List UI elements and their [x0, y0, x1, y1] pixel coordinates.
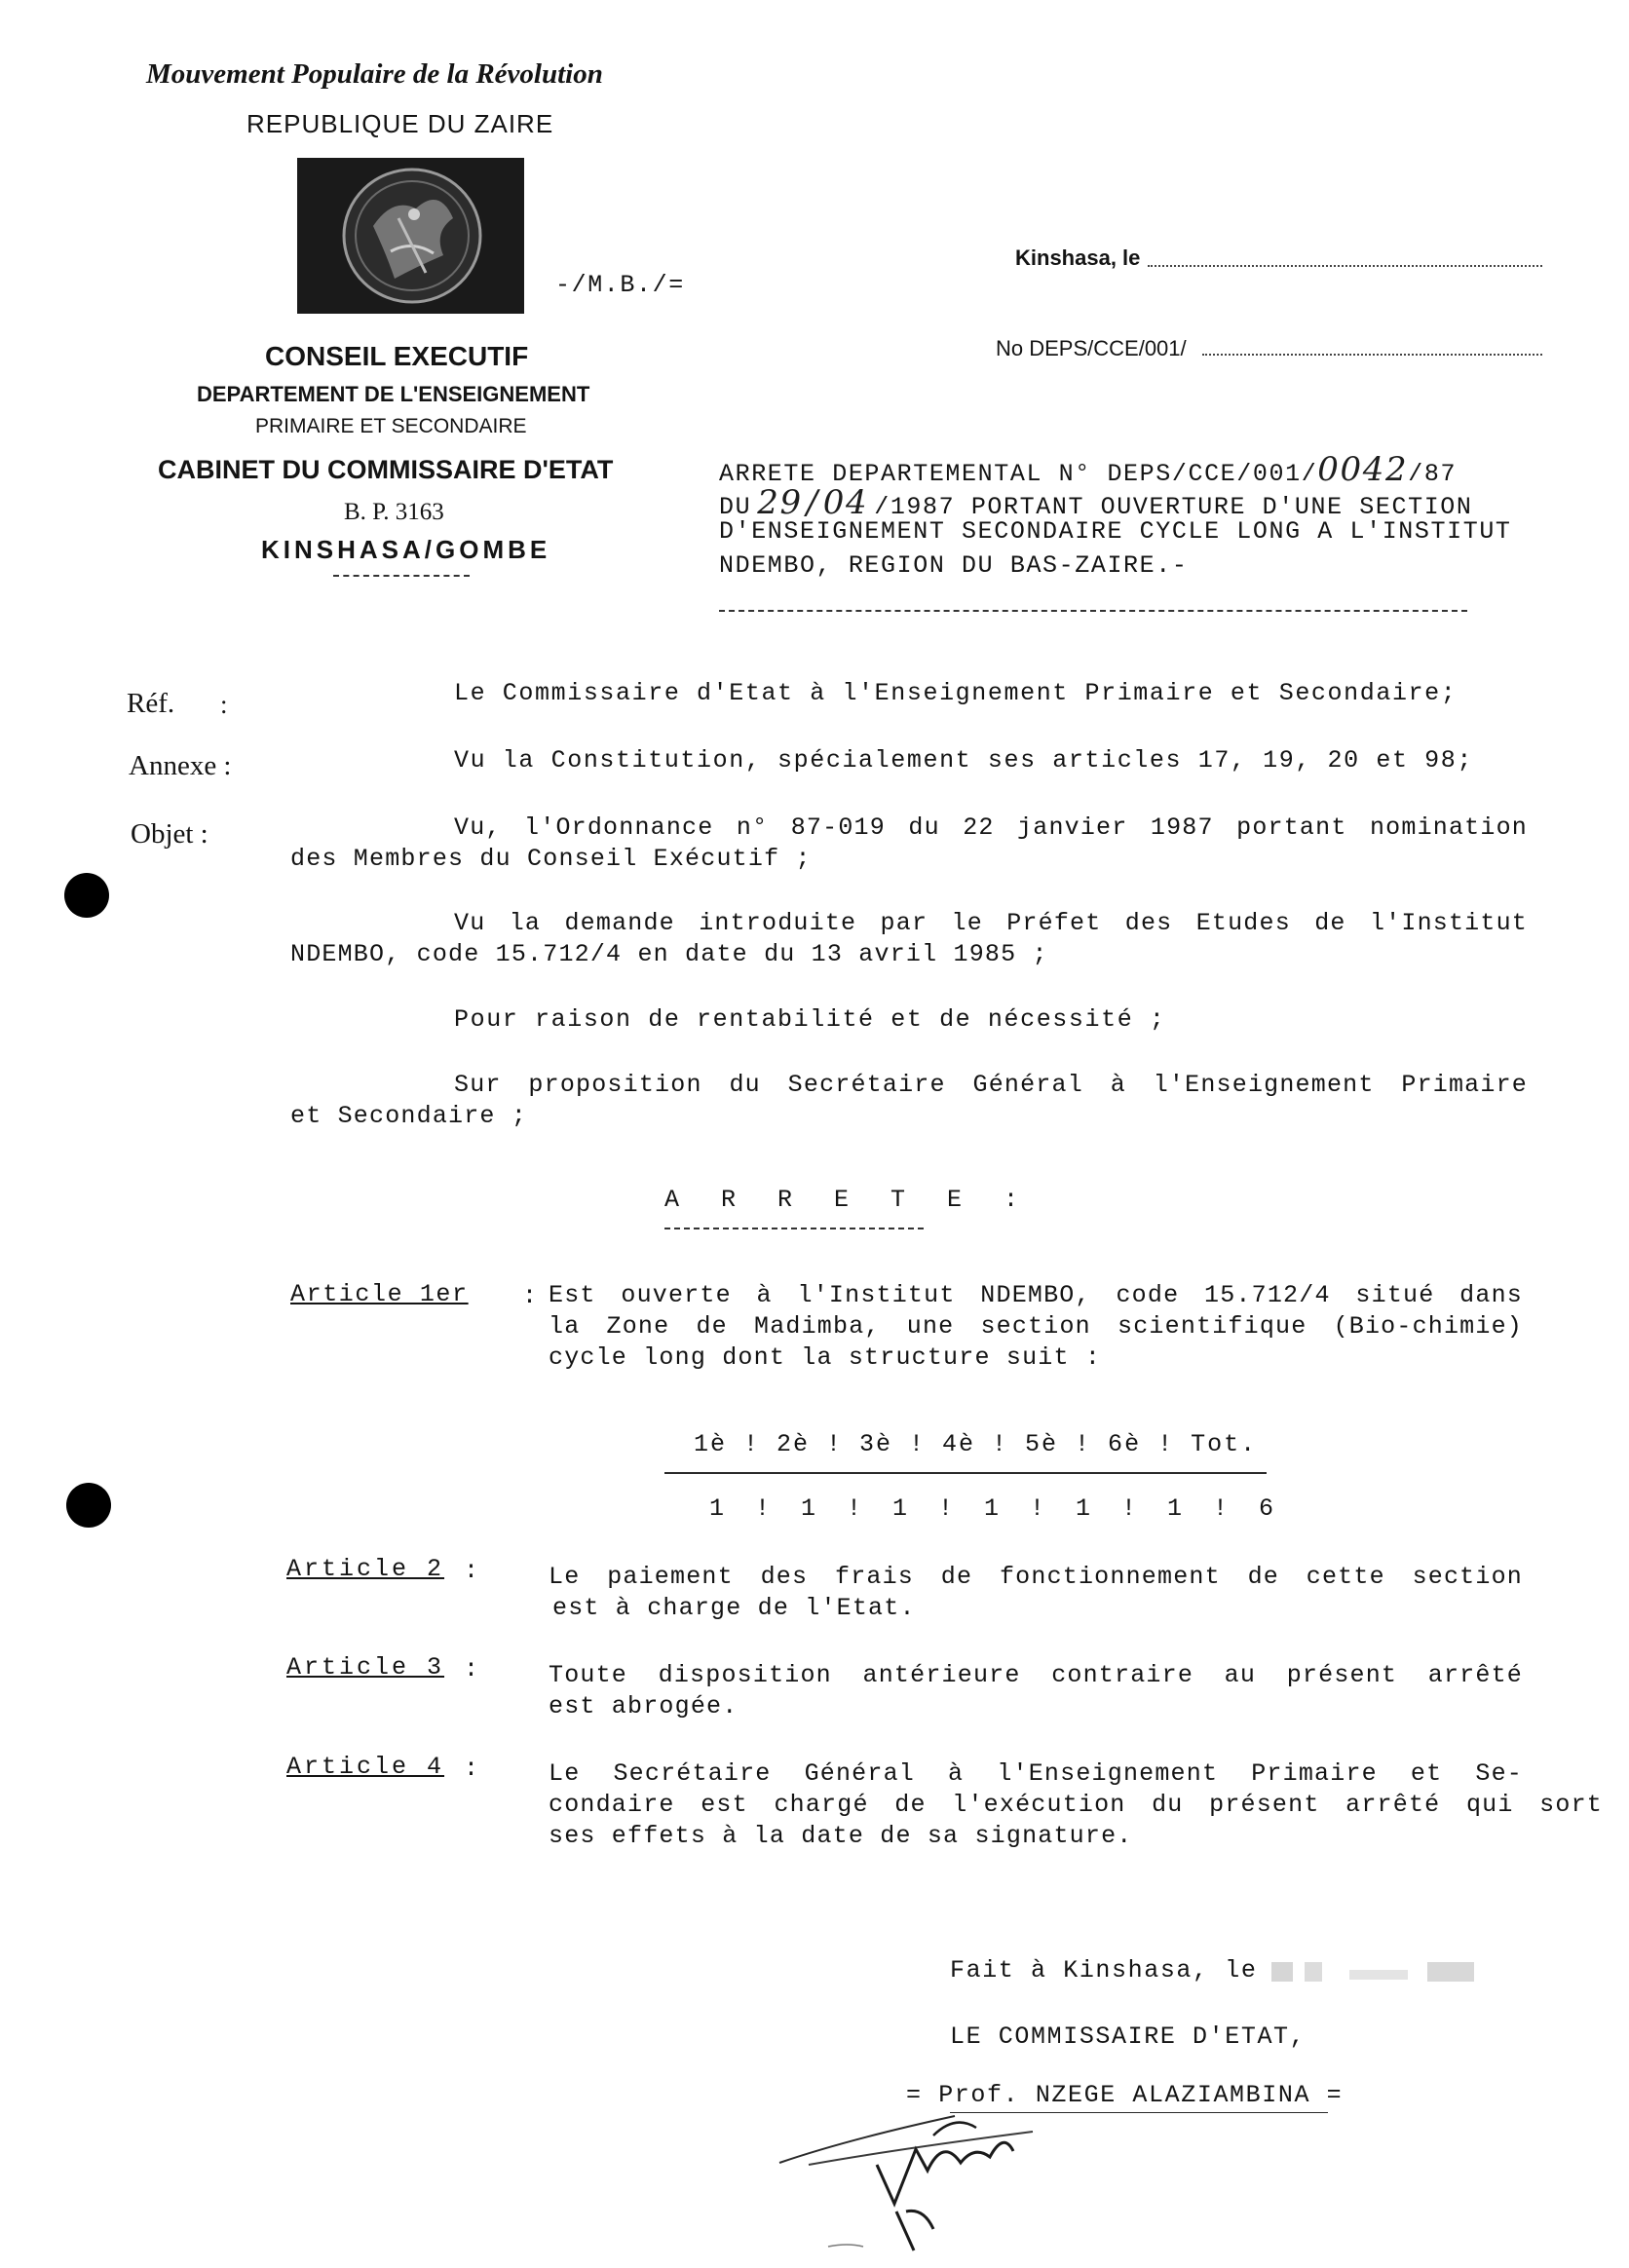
article-3-label: Article 3	[286, 1653, 445, 1682]
ref-colon: :	[220, 690, 228, 719]
title-line-4: NDEMBO, REGION DU BAS-ZAIRE.-	[719, 551, 1189, 580]
article-4-label: Article 4	[286, 1753, 445, 1781]
proposal-line-2: et Secondaire ;	[290, 1102, 528, 1130]
article-1-sep: :	[522, 1282, 539, 1310]
title-du: DU	[719, 493, 752, 521]
article-4-body	[549, 1758, 1603, 1852]
article-1-line-2: la Zone de Madimba, une section scientifique (Bio-chimie)	[549, 1312, 1523, 1341]
structure-table-header: 1è ! 2è ! 3è ! 4è ! 5è ! 6è ! Tot.	[694, 1430, 1258, 1458]
coat-of-arms-seal-icon	[297, 158, 524, 314]
punch-hole-bottom	[66, 1483, 111, 1528]
preamble-commissioner: Le Commissaire d'Etat à l'Enseignement Primaire et Secondaire;	[454, 679, 1458, 707]
cabinet-line: CABINET DU COMMISSAIRE D'ETAT	[158, 455, 614, 484]
article-3-body	[549, 1660, 1523, 1722]
ref-label: Réf.	[127, 688, 175, 719]
preamble-proposal	[290, 1070, 1528, 1132]
article-4-line-1: Le Secrétaire Général à l'Enseignement Primaire et Se-	[549, 1759, 1523, 1788]
structure-table-values: 1 ! 1 ! 1 ! 1 ! 1 ! 1 ! 6	[709, 1494, 1282, 1523]
article-4-line-3: ses effets à la date de sa signature.	[549, 1822, 1133, 1850]
article-2-label: Article 2	[286, 1555, 445, 1583]
signatory-name-underline	[950, 2112, 1328, 2113]
decree-month-handwritten: 04	[822, 483, 869, 522]
decree-heading: A R R E T E :	[664, 1186, 1033, 1214]
republic-line: REPUBLIQUE DU ZAIRE	[246, 109, 554, 138]
preamble-constitution: Vu la Constitution, spécialement ses articles 17, 19, 20 et 98;	[454, 746, 1473, 775]
council-line: CONSEIL EXECUTIF	[265, 341, 529, 371]
signature-place-line: Fait à Kinshasa, le	[950, 1956, 1258, 1984]
ordinance-line-2: des Membres du Conseil Exécutif ;	[290, 845, 812, 873]
article-2-body	[549, 1562, 1523, 1624]
title-prefix: ARRETE DEPARTEMENTAL N° DEPS/CCE/001/	[719, 460, 1318, 488]
article-1-label: Article 1er	[290, 1280, 469, 1308]
title-underline	[719, 610, 1467, 612]
request-line-2: NDEMBO, code 15.712/4 en date du 13 avril 1985 ;	[290, 940, 1048, 968]
title-year: /87	[1408, 460, 1458, 488]
department-line-1: DEPARTEMENT DE L'ENSEIGNEMENT	[197, 382, 590, 406]
faded-date-stamp	[1271, 1956, 1481, 1985]
article-3-sep: :	[464, 1655, 480, 1683]
article-1-line-1: Est ouverte à l'Institut NDEMBO, code 15.712/4 situé dans	[549, 1281, 1523, 1309]
title-line-2-rest: /1987 PORTANT OUVERTURE D'UNE SECTION	[874, 493, 1473, 521]
title-line-3: D'ENSEIGNEMENT SECONDAIRE CYCLE LONG A L'INSTITUT	[719, 517, 1512, 546]
department-line-2: PRIMAIRE ET SECONDAIRE	[255, 415, 527, 437]
decree-day-handwritten: 29	[757, 483, 803, 522]
article-2-line-1: Le paiement des frais de fonctionnement de cette section	[549, 1563, 1523, 1591]
article-2-line-2: est à charge de l'Etat.	[552, 1594, 916, 1622]
postal-box: B. P. 3163	[344, 499, 444, 525]
article-3-line-2: est abrogée.	[549, 1692, 739, 1720]
signatory-name: = Prof. NZEGE ALAZIAMBINA =	[906, 2081, 1344, 2109]
objet-label: Objet :	[131, 818, 208, 850]
article-3-line-1: Toute disposition antérieure contraire au présent arrêté	[549, 1661, 1523, 1689]
article-4-sep: :	[464, 1755, 480, 1783]
decree-number-handwritten: 0042	[1317, 450, 1409, 489]
preamble-reason: Pour raison de rentabilité et de nécessité ;	[454, 1005, 1166, 1034]
preamble-ordinance	[290, 813, 1528, 875]
signature-title: LE COMMISSAIRE D'ETAT,	[950, 2022, 1307, 2051]
city-line: KINSHASA/GOMBE	[261, 535, 551, 564]
title-line-2	[719, 483, 1473, 522]
proposal-line-1: Sur proposition du Secrétaire Général à l'Enseignement Primaire	[454, 1071, 1528, 1099]
ordinance-line-1: Vu, l'Ordonnance n° 87-019 du 22 janvier 1987 portant nomination	[454, 813, 1528, 842]
city-underline	[333, 575, 470, 577]
date-slash: /	[806, 483, 819, 522]
reference-code: -/M.B./=	[555, 271, 685, 299]
decree-heading-underline	[664, 1228, 924, 1229]
request-line-1: Vu la demande introduite par le Préfet des Etudes de l'Institut	[454, 909, 1528, 937]
punch-hole-top	[64, 873, 109, 918]
article-4-line-2: condaire est chargé de l'exécution du présent arrêté qui sort	[549, 1791, 1603, 1819]
article-1-body	[549, 1280, 1523, 1374]
structure-table-rule	[664, 1472, 1267, 1474]
preamble-request	[290, 908, 1528, 970]
number-fill-line	[1202, 354, 1542, 356]
article-1-line-3: cycle long dont la structure suit :	[549, 1343, 1102, 1372]
date-fill-line	[1148, 265, 1542, 267]
annexe-label: Annexe :	[129, 750, 232, 781]
number-label: No DEPS/CCE/001/	[996, 336, 1187, 360]
place-date-label: Kinshasa, le	[1015, 246, 1141, 270]
article-2-sep: :	[464, 1557, 480, 1585]
movement-line: Mouvement Populaire de la Révolution	[146, 58, 603, 90]
